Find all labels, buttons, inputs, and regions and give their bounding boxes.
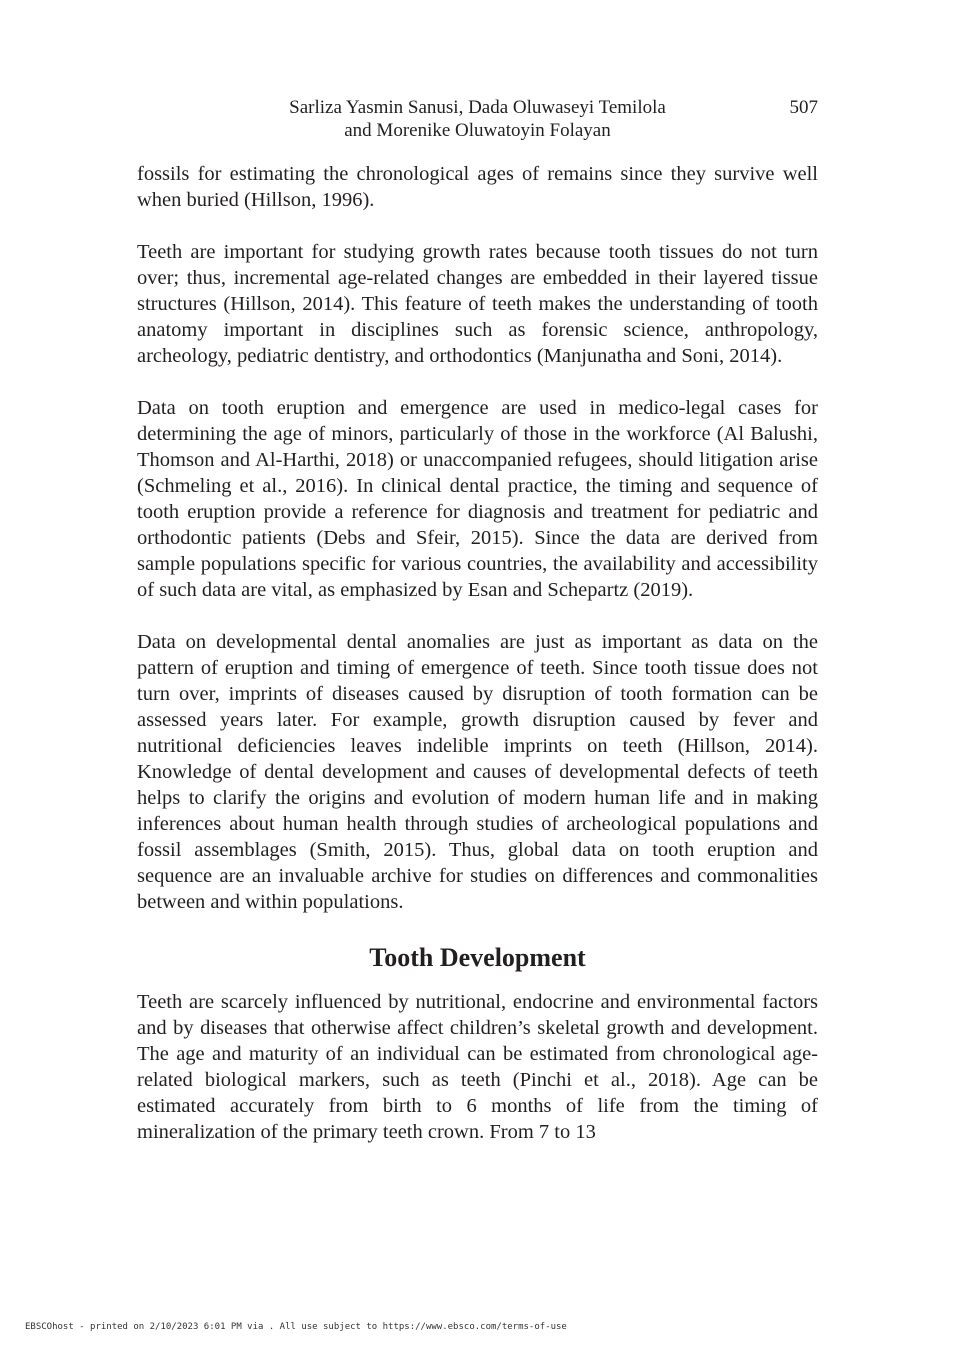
authors-line-2: and Morenike Oluwatoyin Folayan <box>344 120 611 141</box>
authors-line-1: Sarliza Yasmin Sanusi, Dada Oluwaseyi Temilola <box>289 97 666 118</box>
page-number: 507 <box>789 97 818 118</box>
paragraph-1: fossils for estimating the chronological ages of remains since they survive well when buried (Hillson, 1996). <box>137 163 818 211</box>
section-paragraph: Teeth are scarcely influenced by nutritional, endocrine and environmental factors and by diseases that otherwise affect children’s skeletal growth and development. The age and maturity of an individual can be estimated from chronological age-related biological markers, such as teeth (Pinchi et al., 2018). Age can be estimated accurately from birth to 6 months of life from the timing of mineralization of the primary teeth crown. From 7 to 13 <box>137 991 818 1143</box>
print-footer: EBSCOhost - printed on 2/10/2023 6:01 PM via . All use subject to https://www.ebsco.com/terms-of-use <box>25 1322 567 1332</box>
running-head-authors <box>137 96 818 142</box>
running-head <box>137 96 818 142</box>
paragraph-4: Data on developmental dental anomalies are just as important as data on the pattern of eruption and timing of emergence of teeth. Since tooth tissue does not turn over, imprints of diseases caused by disruption of tooth formation can be assessed years later. For example, growth disruption caused by fever and nutritional deficiencies leaves indelible imprints on teeth (Hillson, 2014). Knowledge of dental development and causes of developmental defects of teeth helps to clarify the origins and evolution of modern human life and in making inferences about human health through studies of archeological populations and fossil assemblages (Smith, 2015). Thus, global data on tooth eruption and sequence are an invaluable archive for studies on differences and commonalities between and within populations. <box>137 631 818 913</box>
paragraph-2: Teeth are important for studying growth rates because tooth tissues do not turn over; thus, incremental age-related changes are embedded in their layered tissue structures (Hillson, 2014). This feature of teeth makes the understanding of tooth anatomy important in disciplines such as forensic science, anthropology, archeology, pediatric dentistry, and orthodontics (Manjunatha and Soni, 2014). <box>137 241 818 367</box>
section-heading: Tooth Development <box>369 943 586 972</box>
body-text <box>137 161 818 1171</box>
paragraph-3: Data on tooth eruption and emergence are used in medico-legal cases for determining the age of minors, particularly of those in the workforce (Al Balushi, Thomson and Al-Harthi, 2018) or unaccompanied refugees, should litigation arise (Schmeling et al., 2016). In clinical dental practice, the timing and sequence of tooth eruption provide a reference for diagnosis and treatment for pediatric and orthodontic patients (Debs and Sfeir, 2015). Since the data are derived from sample populations specific for various countries, the availability and accessibility of such data are vital, as emphasized by Esan and Schepartz (2019). <box>137 397 818 601</box>
